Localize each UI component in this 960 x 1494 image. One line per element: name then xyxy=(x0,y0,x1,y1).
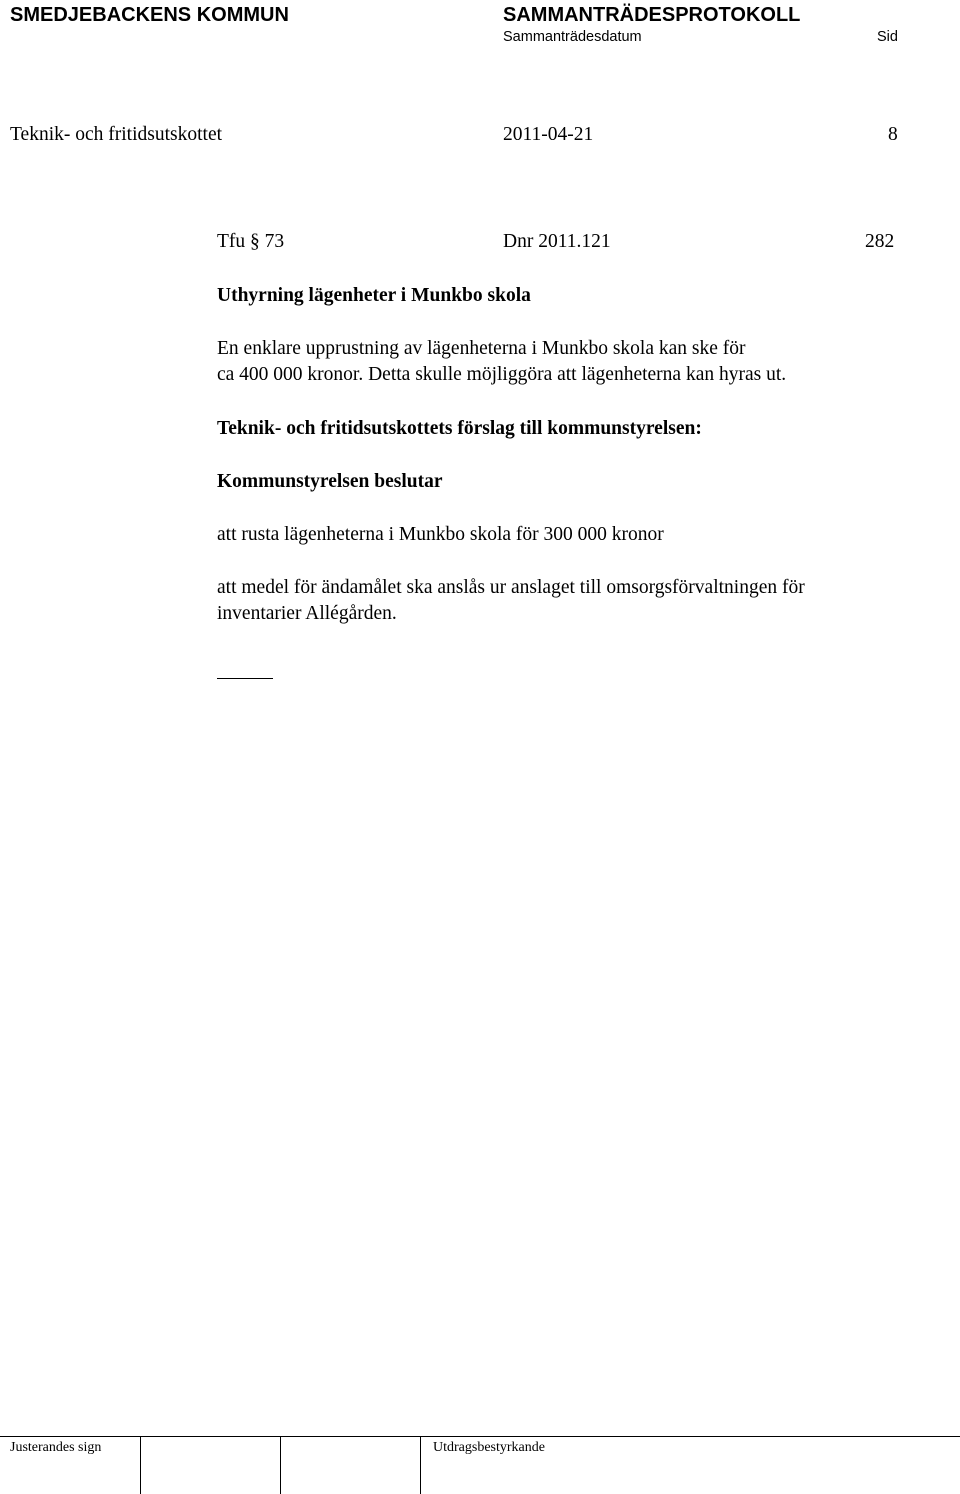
meeting-date: 2011-04-21 xyxy=(503,124,594,145)
municipality-name: SMEDJEBACKENS KOMMUN xyxy=(10,4,289,26)
dnr-label: Dnr 2011.121 xyxy=(503,231,611,252)
committee-name: Teknik- och fritidsutskottet xyxy=(10,124,223,145)
page-label: Sid xyxy=(877,29,898,45)
end-of-item-rule xyxy=(217,678,273,679)
decision-heading: Kommunstyrelsen beslutar xyxy=(217,471,443,492)
section-number: Tfu § 73 xyxy=(217,231,285,252)
document-type: SAMMANTRÄDESPROTOKOLL xyxy=(503,4,801,26)
sign-label: Justerandes sign xyxy=(10,1440,102,1455)
page-number: 8 xyxy=(888,124,898,145)
footer-divider-1 xyxy=(140,1436,141,1494)
footer-top-rule xyxy=(0,1436,960,1437)
decision-point-2-line-1: att medel för ändamålet ska anslås ur anslaget till omsorgsförvaltningen för xyxy=(217,577,805,598)
meeting-date-label: Sammanträdesdatum xyxy=(503,29,642,45)
footer-divider-3 xyxy=(420,1436,421,1494)
decision-point-2-line-2: inventarier Allégården. xyxy=(217,603,397,624)
proposal-heading: Teknik- och fritidsutskottets förslag till kommunstyrelsen: xyxy=(217,418,702,439)
body-text-line-1: En enklare upprustning av lägenheterna i Munkbo skola kan ske för xyxy=(217,338,746,359)
extract-label: Utdragsbestyrkande xyxy=(433,1440,545,1455)
footer-divider-2 xyxy=(280,1436,281,1494)
decision-point-1: att rusta lägenheterna i Munkbo skola för 300 000 kronor xyxy=(217,524,664,545)
body-text-line-2: ca 400 000 kronor. Detta skulle möjliggöra att lägenheterna kan hyras ut. xyxy=(217,364,787,385)
item-title: Uthyrning lägenheter i Munkbo skola xyxy=(217,285,531,306)
dnr-number: 282 xyxy=(865,231,895,252)
